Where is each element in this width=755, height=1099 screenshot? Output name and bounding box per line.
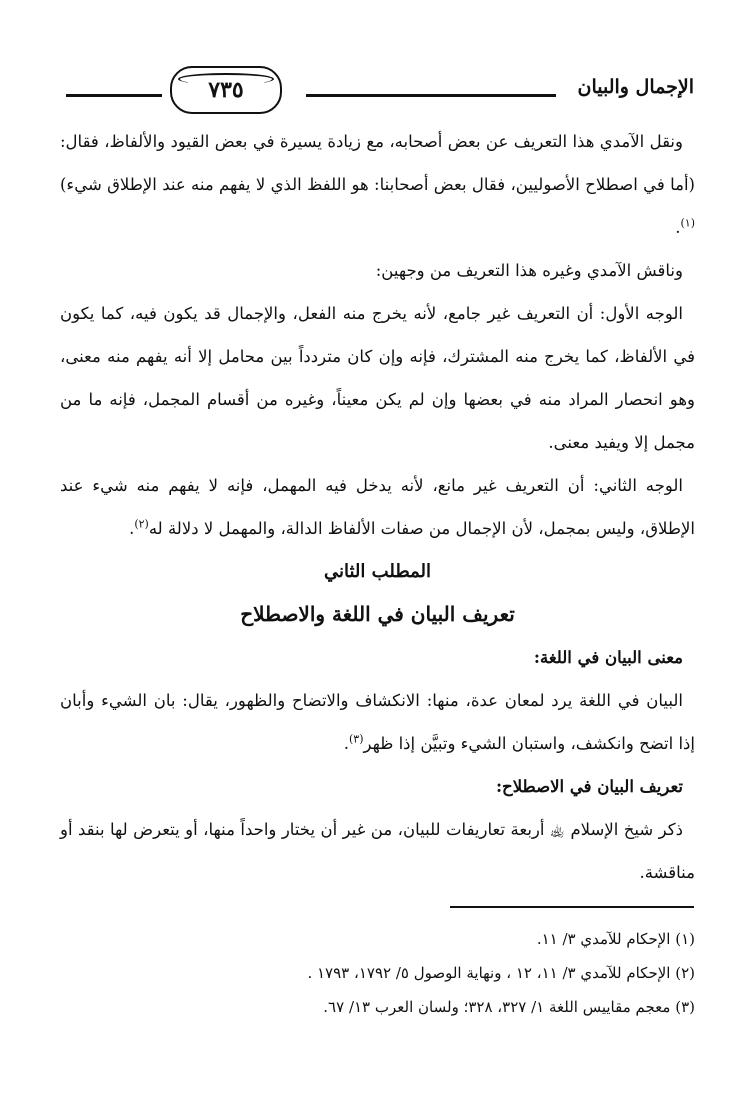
footnotes: [60, 922, 695, 1024]
paragraph-linguistic-meaning: [60, 679, 695, 765]
heading-technical-definition: تعريف البيان في الاصطلاح:: [495, 777, 683, 796]
footnote-rule: [450, 906, 694, 908]
page-header: [66, 62, 694, 118]
footnote-ref-2: (٢): [134, 517, 149, 531]
running-head: الإجمال والبيان: [577, 76, 694, 98]
paragraph-technical-definition: ذكر شيخ الإسلام ﵀ أربعة تعاريفات للبيان، من غير أن يختار واحداً منها، أو يتعرض لها بنقد أو مناقشة.: [60, 820, 695, 882]
paragraph-two-aspects: وناقش الآمدي وغيره هذا التعريف من وجهين:: [375, 261, 683, 280]
paragraph-end: .: [129, 519, 135, 538]
paragraph-text: الوجه الثاني: أن التعريف غير مانع، لأنه يدخل فيه المهمل، فإنه لا يفهم منه شيء عند الإطلاق، وليس بمجمل، لأن الإجمال من صفات الألفاظ الدالة، والمهمل لا دلالة له: [60, 476, 695, 538]
footnote-1: (١) الإحكام للآمدي ٣/ ١١.: [536, 930, 695, 948]
paragraph-first-aspect: الوجه الأول: أن التعريف غير جامع، لأنه يخرج منه الفعل، والإجمال قد يكون فيه، كما يكون في الألفاظ، كما يخرج منه المشترك، فإنه وإن كان متردداً بين محامل إلا أنه يفهم منه معنى، وهو انحصار المراد منه في بعضها وإن لم يكن معيناً، وغيره من أقسام المجمل، فإنه ما من مجمل إلا ويفيد معنى.: [60, 304, 695, 452]
footnote-3: (٣) معجم مقاييس اللغة ١/ ٣٢٧، ٣٢٨؛ ولسان العرب ١٣/ ٦٧.: [323, 998, 695, 1016]
header-rule-left: [66, 94, 162, 97]
paragraph-end: .: [343, 734, 349, 753]
paragraph-amidi-quote: [60, 120, 695, 249]
paragraph-second-aspect: [60, 464, 695, 550]
page-number-box: [170, 66, 282, 114]
footnote-ref-1: (١): [680, 216, 695, 230]
body-text: [60, 120, 695, 894]
heading-linguistic-meaning: معنى البيان في اللغة:: [533, 648, 683, 667]
paragraph-text: ونقل الآمدي هذا التعريف عن بعض أصحابه، مع زيادة يسيرة في بعض القيود والألفاظ، فقال: (أما في اصطلاح الأصوليين، فقال بعض أصحابنا: هو اللفظ الذي لا يفهم منه عند الإطلاق شيء): [60, 132, 695, 194]
section-subtitle: تعريف البيان في اللغة والاصطلاح: [240, 602, 515, 626]
section-title: المطلب الثاني: [324, 561, 431, 582]
header-rule-right: [306, 94, 556, 97]
paragraph-end: .: [675, 218, 681, 237]
footnote-2: (٢) الإحكام للآمدي ٣/ ١١، ١٢ ، ونهاية الوصول ٥/ ١٧٩٢، ١٧٩٣ .: [307, 964, 695, 982]
paragraph-text: البيان في اللغة يرد لمعان عدة، منها: الانكشاف والاتضاح والظهور، يقال: بان الشيء وأبان إذا اتضح وانكشف، واستبان الشيء وتبيَّن إذا ظهر: [60, 691, 695, 753]
page-number: ٧٣٥: [208, 77, 244, 103]
footnote-ref-3: (٣): [348, 732, 364, 746]
